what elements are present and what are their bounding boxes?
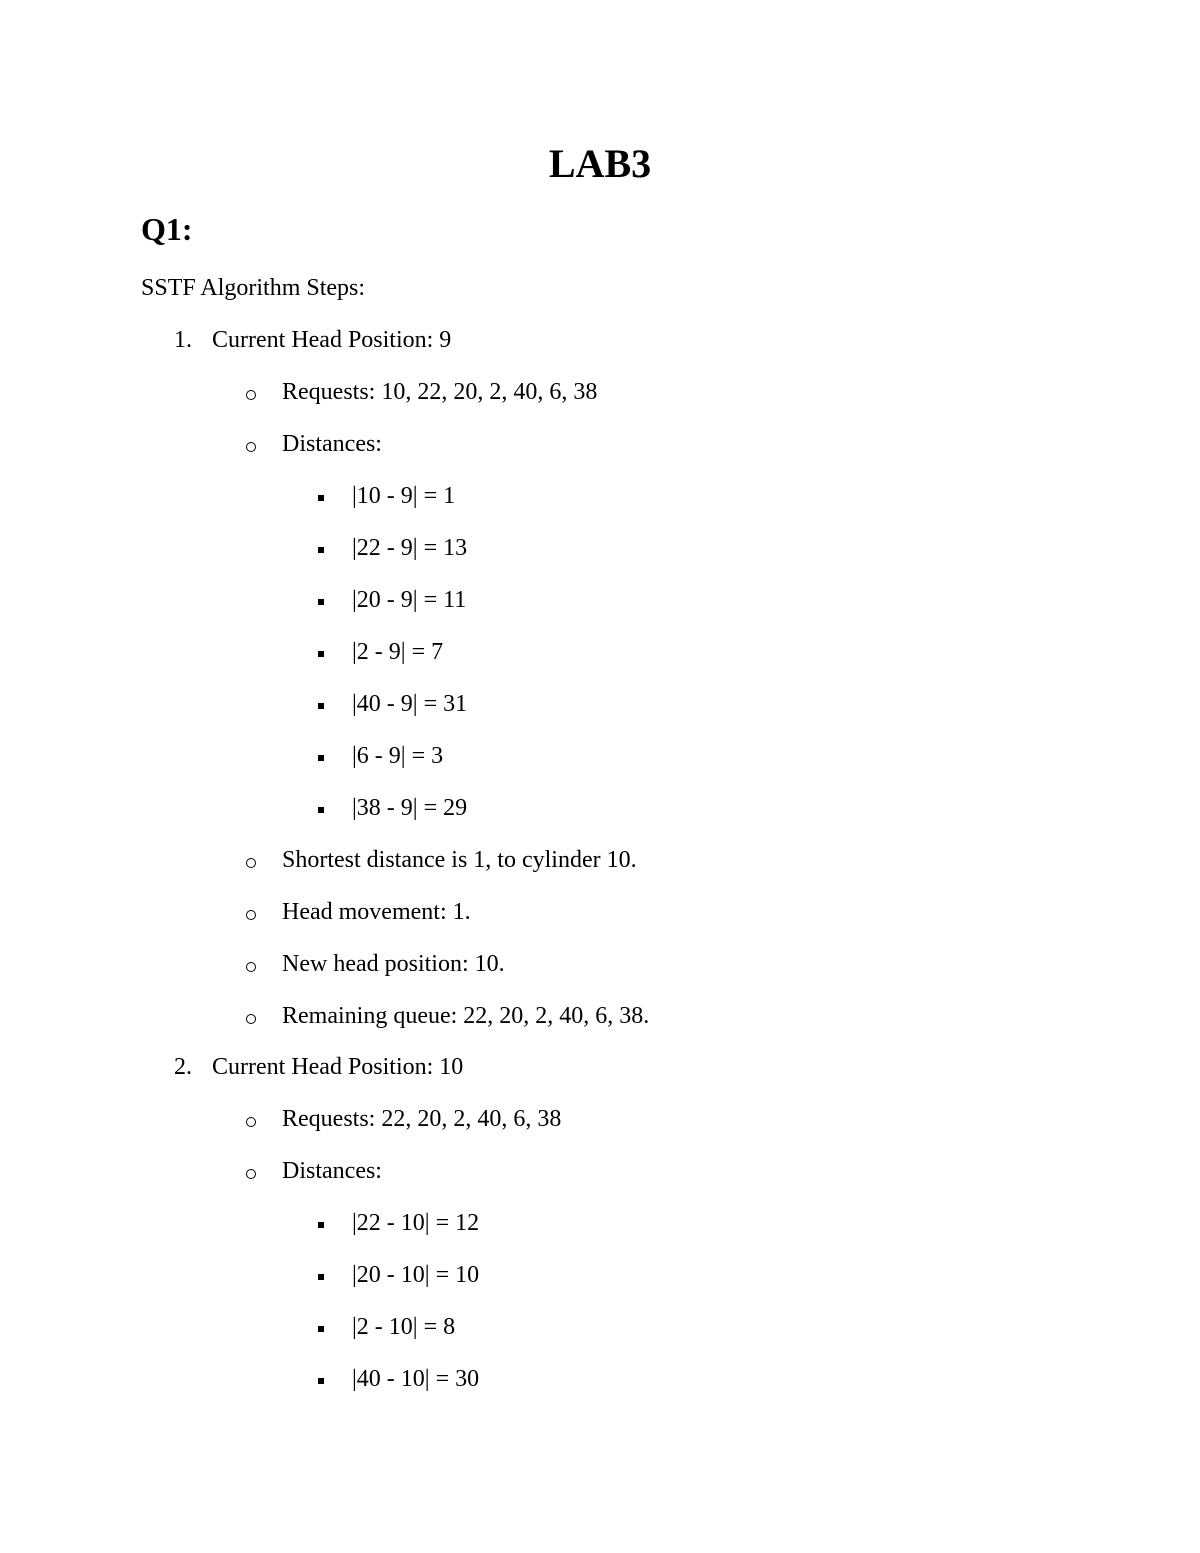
- circle-bullet-icon: [246, 962, 256, 972]
- distance-text: |20 - 9| = 11: [352, 587, 467, 613]
- circle-bullet-icon: [246, 910, 256, 920]
- distances-label: Distances:: [282, 431, 382, 457]
- square-bullet-icon: [318, 1222, 324, 1228]
- document-title: LAB3: [548, 141, 652, 186]
- distance-text: |40 - 9| = 31: [352, 691, 468, 717]
- circle-bullet-icon: [246, 1169, 256, 1179]
- distance-text: |6 - 9| = 3: [352, 743, 444, 769]
- square-bullet-icon: [318, 495, 324, 501]
- square-bullet-icon: [318, 651, 324, 657]
- step-number: 2.: [174, 1054, 192, 1080]
- circle-bullet-icon: [246, 1117, 256, 1127]
- square-bullet-icon: [318, 599, 324, 605]
- distance-text: |2 - 9| = 7: [352, 639, 444, 665]
- circle-bullet-icon: [246, 1014, 256, 1024]
- remaining-text: Remaining queue: 22, 20, 2, 40, 6, 38.: [282, 1003, 650, 1029]
- distance-text: |2 - 10| = 8: [352, 1314, 456, 1340]
- square-bullet-icon: [318, 755, 324, 761]
- new-position-text: New head position: 10.: [282, 951, 505, 977]
- circle-bullet-icon: [246, 390, 256, 400]
- distance-text: |40 - 10| = 30: [352, 1366, 480, 1392]
- square-bullet-icon: [318, 807, 324, 813]
- square-bullet-icon: [318, 1274, 324, 1280]
- distance-text: |38 - 9| = 29: [352, 795, 468, 821]
- distance-text: |10 - 9| = 1: [352, 483, 456, 509]
- requests-text: Requests: 10, 22, 20, 2, 40, 6, 38: [282, 379, 598, 405]
- requests-text: Requests: 22, 20, 2, 40, 6, 38: [282, 1106, 562, 1132]
- intro-text: SSTF Algorithm Steps:: [141, 275, 366, 301]
- square-bullet-icon: [318, 1326, 324, 1332]
- distance-text: |22 - 9| = 13: [352, 535, 468, 561]
- step-label: Current Head Position: 9: [212, 327, 452, 353]
- distance-text: |20 - 10| = 10: [352, 1262, 480, 1288]
- step-label: Current Head Position: 10: [212, 1054, 464, 1080]
- shortest-text: Shortest distance is 1, to cylinder 10.: [282, 847, 637, 873]
- circle-bullet-icon: [246, 442, 256, 452]
- distances-label: Distances:: [282, 1158, 382, 1184]
- movement-text: Head movement: 1.: [282, 899, 471, 925]
- square-bullet-icon: [318, 703, 324, 709]
- circle-bullet-icon: [246, 858, 256, 868]
- distance-text: |22 - 10| = 12: [352, 1210, 480, 1236]
- square-bullet-icon: [318, 1378, 324, 1384]
- square-bullet-icon: [318, 547, 324, 553]
- question-heading: Q1:: [141, 211, 193, 247]
- step-number: 1.: [174, 327, 192, 353]
